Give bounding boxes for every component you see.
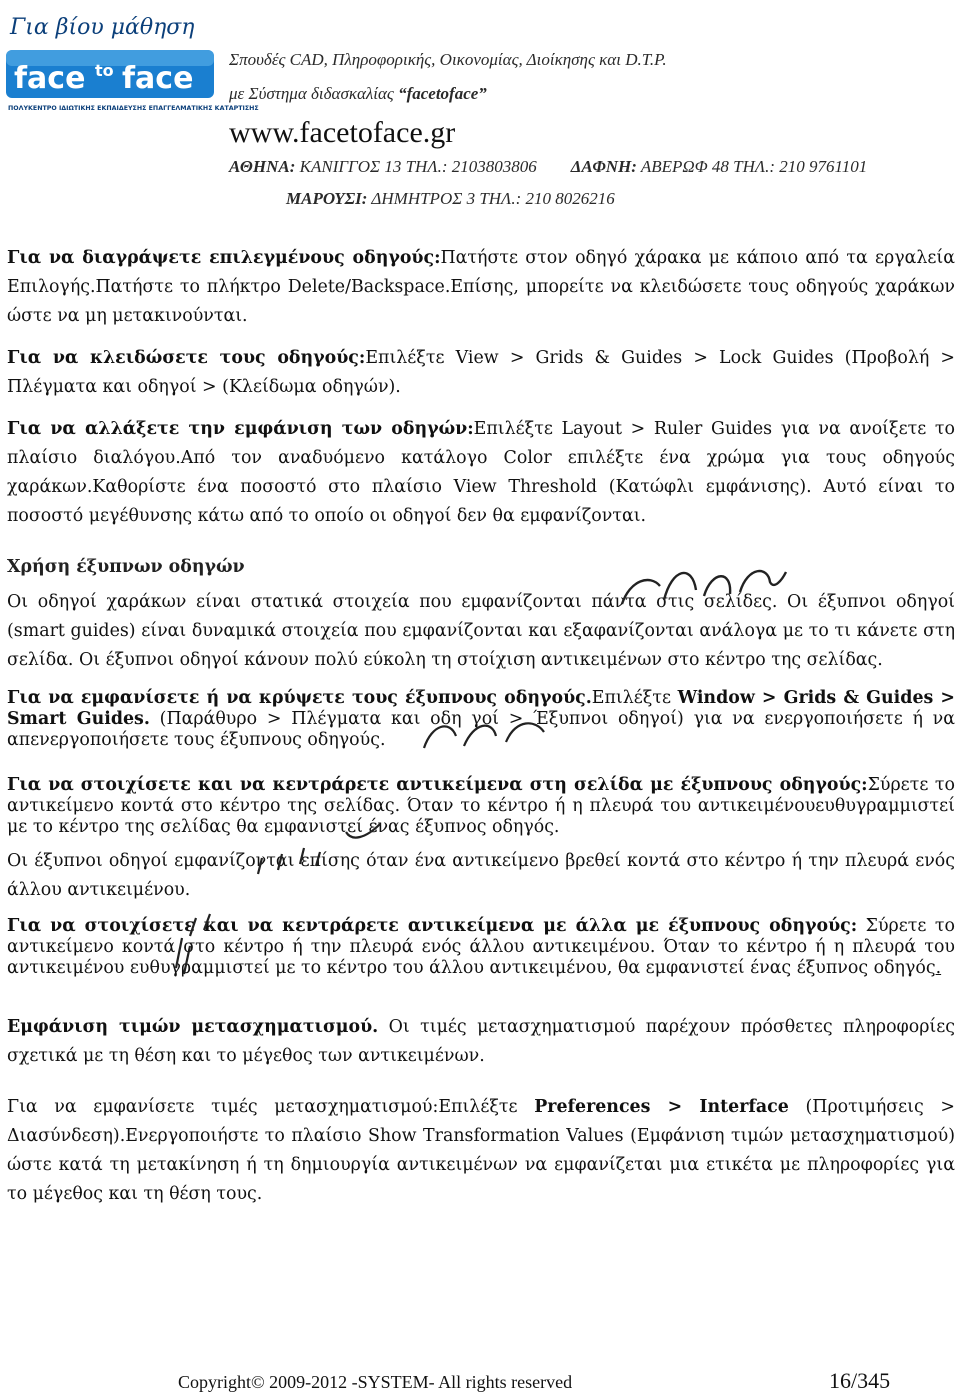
logo-caption: ΠΟΛΥΚΕΝΤΡΟ ΙΔΙΩΤΙΚΗΣ ΕΚΠΑΙΔΕΥΣΗΣ ΕΠΑΓΓΕΛΜΑΤΙΚΗΣ ΚΑΤΑΡΤΙΣΗΣ (8, 105, 259, 112)
paragraph-transformation-values: Εμφάνιση τιμών μετασχηματισμού. Οι τιμές μετασχηματισμού παρέχουν πρόσθετες πληροφορίες σχετικά με τη θέση και το μέγεθος των αντικειμένων. (7, 1017, 955, 1066)
header-system-brand: “facetoface” (398, 84, 487, 103)
page-number: 16/345 (829, 1368, 891, 1393)
marousi-label: ΜΑΡΟΥΣΙ: (286, 189, 368, 208)
logo-word-face-2: face (122, 61, 194, 96)
document-body (7, 244, 955, 1209)
header-studies: Σπουδές CAD, Πληροφορικής, Οικονομίας, Διοίκησης και D.T.P. (229, 50, 667, 69)
marousi-address: ΔΗΜΗΤΡΟΣ 3 ΤΗΛ.: 210 8026216 (371, 189, 615, 208)
athens-address: ΚΑΝΙΓΓΟΣ 13 ΤΗΛ.: 2103803806 (299, 157, 537, 176)
header-system-prefix: με Σύστημα διδασκαλίας (229, 84, 394, 103)
paragraph-text: Πατήστε στον οδηγό χάρακα με κάποιο από τα εργαλεία Επιλογής.Πατήστε το πλήκτρο Delete/Backspace.Επίσης, μπορείτε να κλειδώσετε τους οδηγούς χαράκων ώστε να μη μετακινούνται. (7, 248, 955, 326)
paragraph-guide-appearance (7, 415, 955, 531)
paragraph-smart-guides-intro: Οι οδηγοί χαράκων είναι στατικά στοιχεία που εμφανίζονται πάντα στις σελίδες. Οι έξυπνοι οδηγοί (smart guides) είναι δυναμικά στοιχεία που εμφανίζονται και εξαφανίζονται ανάλογα με το τι κάνετε στη σελίδα. Οι έξυπνοι οδηγοί κάνουν πολύ εύκολη τη στοίχιση αντικειμένων στο κέντρο της σελίδας. (7, 592, 955, 670)
header-website-link[interactable]: www.facetoface.gr (229, 116, 456, 149)
dafni-address: ΑΒΕΡΩΦ 48 ΤΗΛ.: 210 9761101 (640, 157, 868, 176)
paragraph-show-transformation-values: Για να εμφανίσετε τιμές μετασχηματισμού:Επιλέξτε Preferences > Interface (Προτιμήσεις > Διασύνδεση).Ενεργοποιήστε το πλαίσιο Show Transformation Values (Εμφάνιση τιμών μετασχηματισμού) ώστε κατά τη μετακίνηση ή τη δημιουργία αντικειμένων να εμφανίζεται μια ετικέτα με πληροφορίες για το μέγεθος και τη θέση τους. (7, 1097, 955, 1204)
paragraph-heading: Για να διαγράψετε επιλεγμένους οδηγούς: (7, 248, 441, 268)
facetoface-logo (6, 6, 259, 114)
header-marousi (286, 189, 615, 209)
dafni-label: ΔΑΦΝΗ: (570, 157, 637, 176)
paragraph-text: Επιλέξτε Layout > Ruler Guides για να ανοίξετε το πλαίσιο διαλόγου.Από τον αναδυόμενο κατάλογο Color επιλέξτε ένα χρώμα για τους οδηγούς χαράκων.Καθορίστε ένα ποσοστό στο πλαίσιο View Threshold (Κατώφλι εμφάνισης). Αυτό είναι το ποσοστό μεγέθυνσης κάτω από το οποίο οι οδηγοί δεν θα εμφανίζονται. (7, 419, 955, 526)
paragraph-text: Επιλέξτε View > Grids & Guides > Lock Guides (Προβολή > Πλέγματα και οδηγοί > (Κλείδωμα οδηγών). (7, 348, 955, 397)
paragraph-align-to-objects: Για να στοιχίσετε και να κεντράρετε αντικείμενα με άλλα με έξυπνους οδηγούς: Σύρετε το αντικείμενο κοντά στο κέντρο ή την πλευρά ενός άλλου αντικειμένου. Όταν το κέντρο ή η πλευρά του αντικειμένου ευθυγραμμιστεί με το κέντρο του άλλου αντικειμένου, θα εμφανιστεί ένας έξυπνος οδηγός. (7, 916, 955, 978)
logo-word-to: to (95, 61, 114, 80)
paragraph-heading: Για να αλλάξετε την εμφάνιση των οδηγών: (7, 419, 474, 439)
paragraph-delete-guides (7, 244, 955, 331)
footer-copyright: Copyright© 2009-2012 -SYSTEM- All rights reserved (178, 1372, 573, 1392)
header-system (229, 84, 487, 104)
logo-word-face-1: face (14, 61, 86, 96)
section-title-smart-guides: Χρήση έξυπνων οδηγών (7, 557, 245, 577)
paragraph-lock-guides (7, 344, 955, 402)
paragraph-show-hide-smart-guides: Για να εμφανίσετε ή να κρύψετε τους έξυπνους οδηγούς.Επιλέξτε Window > Grids & Guides > Smart Guides. (Παράθυρο > Πλέγματα και οδη γοί > Έξυπνοι οδηγοί) για να ενεργοποιήσετε ή να απενεργοποιήσετε τους έξυπνους οδηγούς. (7, 688, 955, 750)
paragraph-align-to-page: Για να στοιχίσετε και να κεντράρετε αντικείμενα στη σελίδα με έξυπνους οδηγούς:Σύρετε το αντικείμενο κοντά στο κέντρο της σελίδας. Όταν το κέντρο ή η πλευρά του αντικειμένουευθυγραμμιστεί με το κέντρο της σελίδας θα εμφανιστεί ένας έξυπνος οδηγός. (7, 775, 955, 837)
logo-tagline: Για βίου μάθηση (10, 15, 195, 40)
header-athens-dafni (229, 157, 867, 177)
athens-label: ΑΘΗΝΑ: (229, 157, 296, 176)
paragraph-smart-guides-objects: Οι έξυπνοι οδηγοί εμφανίζονται επίσης όταν ένα αντικείμενο βρεθεί κοντά στο κέντρο ή την πλευρά ενός άλλου αντικειμένου. (7, 851, 955, 900)
paragraph-heading: Για να κλειδώσετε τους οδηγούς: (7, 348, 366, 368)
